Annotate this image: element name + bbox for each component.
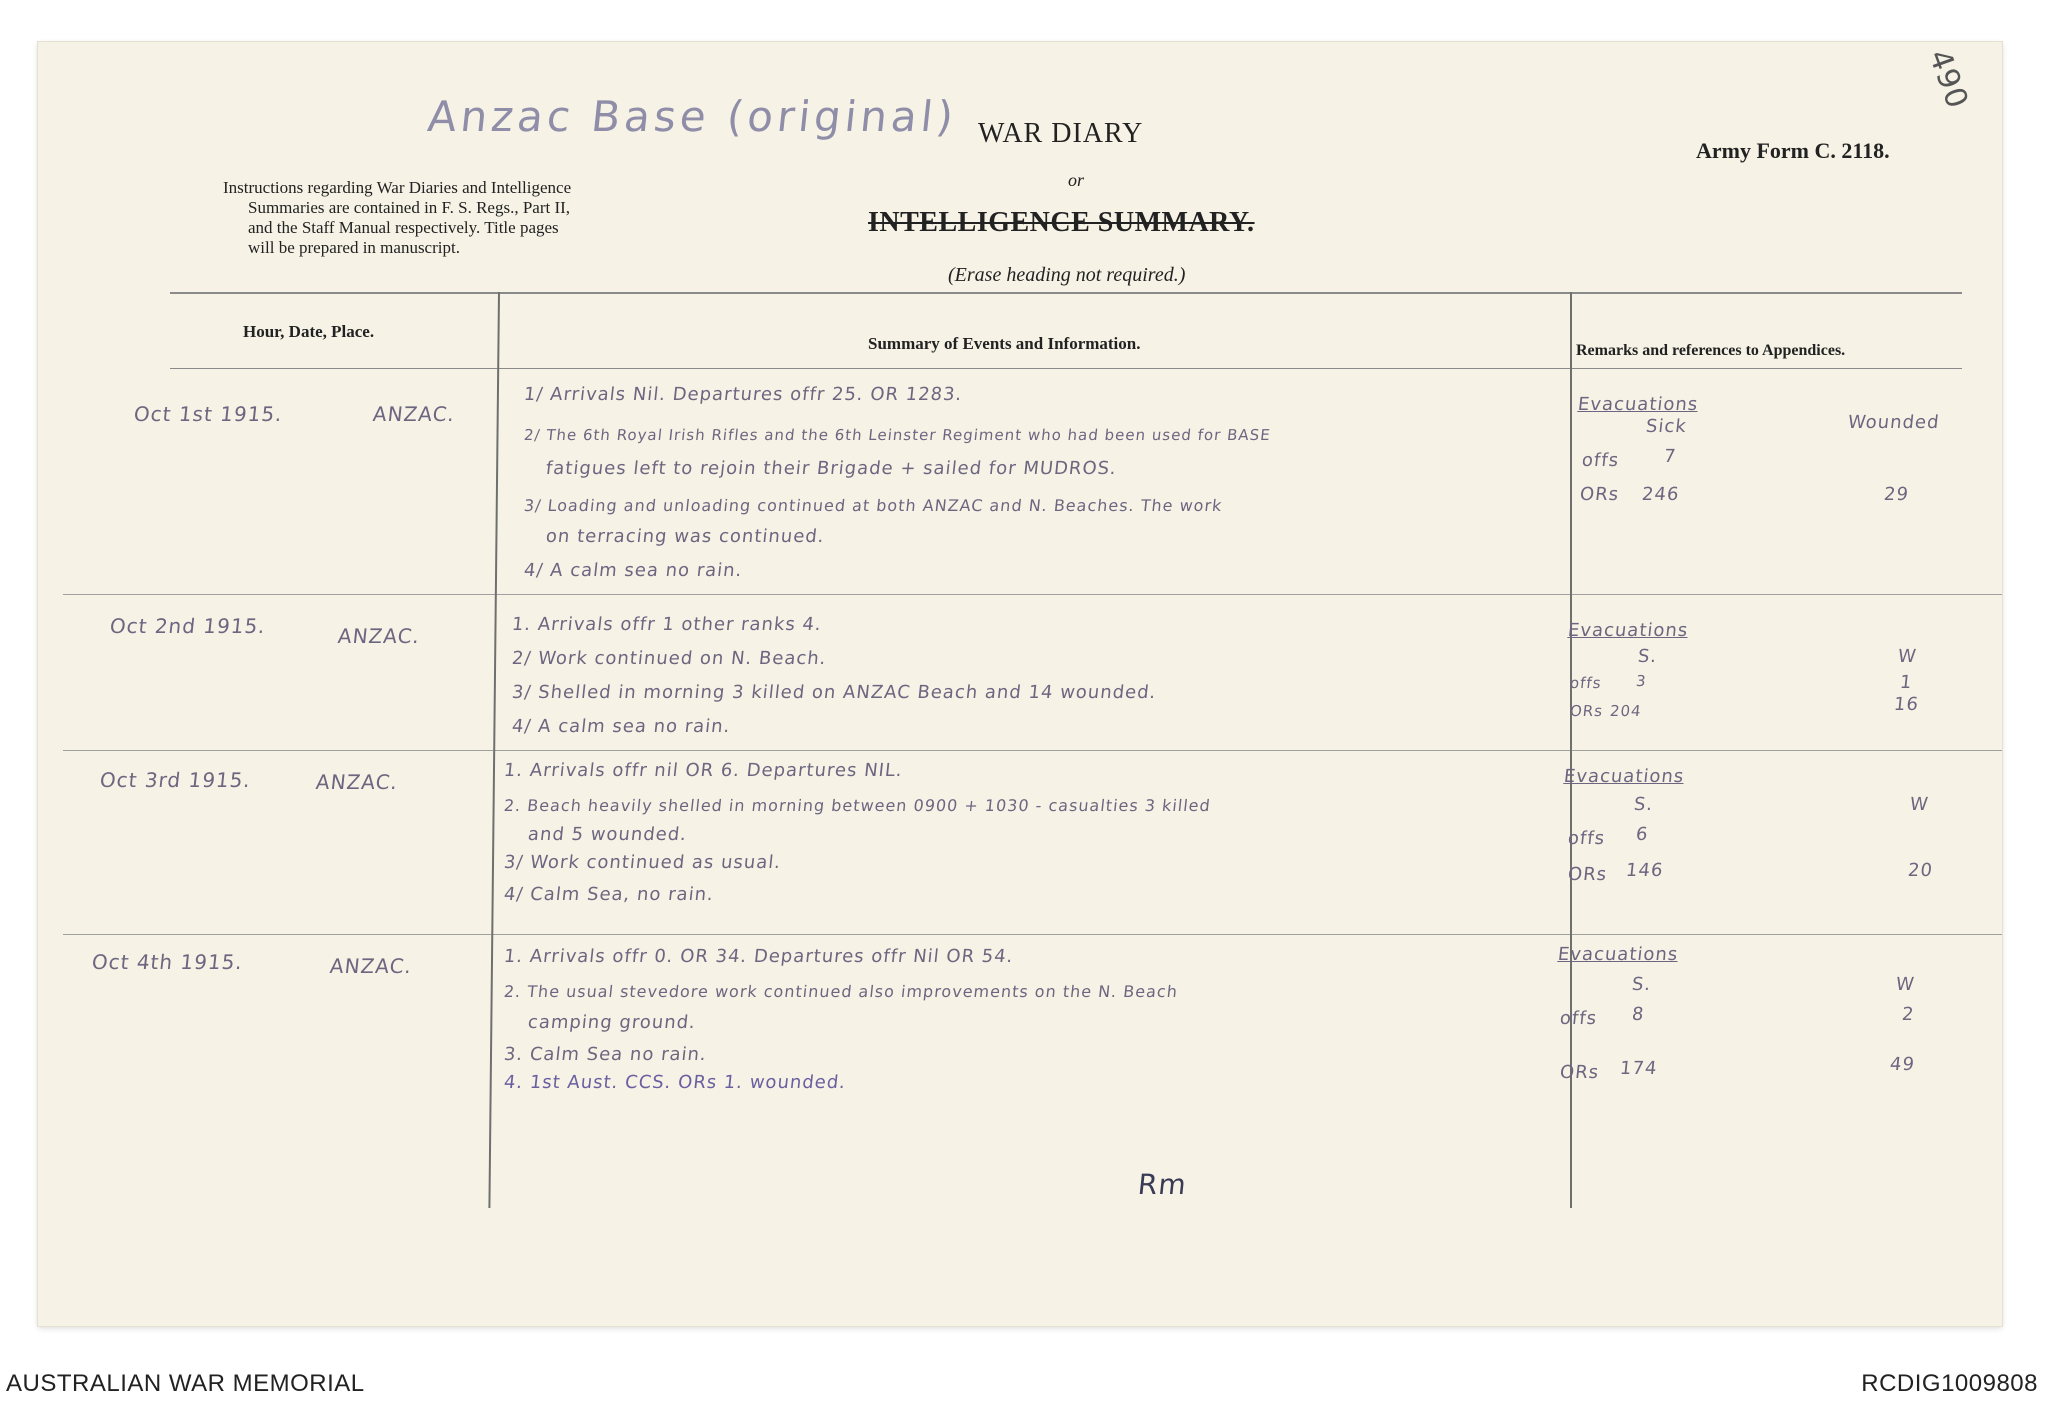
entry-line: 4/ Calm Sea, no rain.	[502, 884, 715, 905]
entry-line: 1. Arrivals offr 0. OR 34. Departures offr Nil OR 54.	[502, 946, 1015, 967]
ors-sick: 174	[1618, 1058, 1659, 1079]
entry-date: Oct 1st 1915.	[132, 402, 284, 426]
entry-place: ANZAC.	[336, 624, 422, 648]
entry-line: 3/ Work continued as usual.	[502, 852, 783, 873]
entry-line: on terracing was continued.	[544, 526, 826, 547]
evacuations-heading: Evacuations	[1576, 394, 1700, 415]
signature-initials: Rm	[1136, 1168, 1189, 1201]
entry-line: 2/ Work continued on N. Beach.	[510, 648, 828, 669]
column-header-summary: Summary of Events and Information.	[868, 334, 1141, 353]
title-or: or	[1068, 170, 1085, 190]
column-header-time-place: Hour, Date, Place.	[243, 322, 375, 341]
evacuations-heading: Evacuations	[1562, 766, 1686, 787]
row-rule-2	[63, 750, 2002, 751]
sick-label: Sick	[1644, 416, 1688, 437]
entry-line: 4. 1st Aust. CCS. ORs 1. wounded.	[502, 1072, 848, 1093]
instructions-line-3: and the Staff Manual respectively. Title pages	[248, 218, 559, 237]
erase-note: (Erase heading not required.)	[948, 264, 1186, 286]
offrs-sick: 8	[1630, 1004, 1646, 1025]
ors-label: ORs	[1558, 1062, 1601, 1083]
offrs-sick: 6	[1634, 824, 1650, 845]
entry-line: 3. Calm Sea no rain.	[502, 1044, 708, 1065]
wounded-label: Wounded	[1846, 412, 1941, 433]
entry-date: Oct 4th 1915.	[90, 950, 245, 974]
instructions-line-1: Instructions regarding War Diaries and Intelligence	[223, 178, 572, 197]
entry-place: ANZAC.	[371, 402, 457, 426]
ors-sick: 146	[1624, 860, 1665, 881]
offrs-label: offs	[1566, 828, 1607, 849]
archive-annotation: Anzac Base (original)	[425, 92, 960, 141]
ors-wounded: 20	[1906, 860, 1935, 881]
offrs-wounded: 1	[1898, 672, 1914, 693]
entry-place: ANZAC.	[328, 954, 414, 978]
evacuations-heading: Evacuations	[1556, 944, 1680, 965]
entry-line: 2. Beach heavily shelled in morning between 0900 + 1030 - casualties 3 killed	[503, 796, 1212, 815]
offrs-wounded: 2	[1900, 1004, 1916, 1025]
wounded-label: W	[1908, 794, 1930, 815]
ors-sick: 246	[1640, 484, 1681, 505]
header-bottom-rule	[170, 368, 1962, 369]
offrs-label: offs	[1569, 674, 1603, 692]
entry-date: Oct 2nd 1915.	[108, 614, 267, 638]
offrs-sick: 7	[1662, 446, 1678, 467]
instructions-line-2: Summaries are contained in F. S. Regs., Part II,	[248, 198, 571, 217]
page-number: 490	[1921, 45, 1975, 114]
sick-label: S.	[1636, 646, 1659, 667]
evacuations-heading: Evacuations	[1566, 620, 1690, 641]
archive-footer-left: AUSTRALIAN WAR MEMORIAL	[6, 1370, 365, 1397]
entry-line: 1. Arrivals offr 1 other ranks 4.	[510, 614, 823, 635]
ors-label: ORs	[1569, 702, 1604, 720]
ors-label: ORs	[1578, 484, 1621, 505]
entry-line: 1/ Arrivals Nil. Departures offr 25. OR 1283.	[522, 384, 964, 405]
ors-label: ORs	[1566, 864, 1609, 885]
row-rule-3	[63, 934, 2002, 935]
sick-label: S.	[1632, 794, 1655, 815]
ors-wounded: 29	[1882, 484, 1911, 505]
entry-line: 4/ A calm sea no rain.	[510, 716, 732, 737]
entry-line: fatigues left to rejoin their Brigade + sailed for MUDROS.	[544, 458, 1118, 479]
wounded-label: W	[1894, 974, 1916, 995]
diary-page	[38, 42, 2002, 1326]
entry-date: Oct 3rd 1915.	[98, 768, 253, 792]
offrs-sick: 3	[1635, 672, 1648, 690]
offrs-label: offs	[1558, 1008, 1599, 1029]
ors-sick: 204	[1609, 702, 1643, 720]
ors-wounded: 49	[1888, 1054, 1917, 1075]
page-title: WAR DIARY	[978, 118, 1144, 149]
ors-wounded: 16	[1892, 694, 1921, 715]
sick-label: S.	[1630, 974, 1653, 995]
column-header-remarks: Remarks and references to Appendices.	[1576, 342, 1846, 359]
wounded-label: W	[1896, 646, 1918, 667]
row-rule-1	[63, 594, 2002, 595]
offrs-label: offs	[1580, 450, 1621, 471]
entry-line: 3/ Shelled in morning 3 killed on ANZAC Beach and 14 wounded.	[510, 682, 1158, 703]
entry-line: 1. Arrivals offr nil OR 6. Departures NIL.	[502, 760, 904, 781]
entry-line: 4/ A calm sea no rain.	[522, 560, 744, 581]
entry-line: and 5 wounded.	[526, 824, 689, 845]
instructions-line-4: will be prepared in manuscript.	[248, 238, 460, 257]
entry-line: 3/ Loading and unloading continued at both ANZAC and N. Beaches. The work	[523, 496, 1224, 515]
entry-place: ANZAC.	[314, 770, 400, 794]
entry-line: camping ground.	[526, 1012, 697, 1033]
entry-line: 2. The usual stevedore work continued also improvements on the N. Beach	[503, 982, 1179, 1001]
archive-footer-right: RCDIG1009808	[1861, 1370, 2038, 1397]
army-form-label: Army Form C. 2118.	[1696, 138, 1890, 163]
page-subtitle: INTELLIGENCE SUMMARY.	[868, 207, 1255, 238]
table-top-rule	[170, 292, 1962, 294]
entry-line: 2/ The 6th Royal Irish Rifles and the 6th Leinster Regiment who had been used for BASE	[523, 426, 1272, 444]
